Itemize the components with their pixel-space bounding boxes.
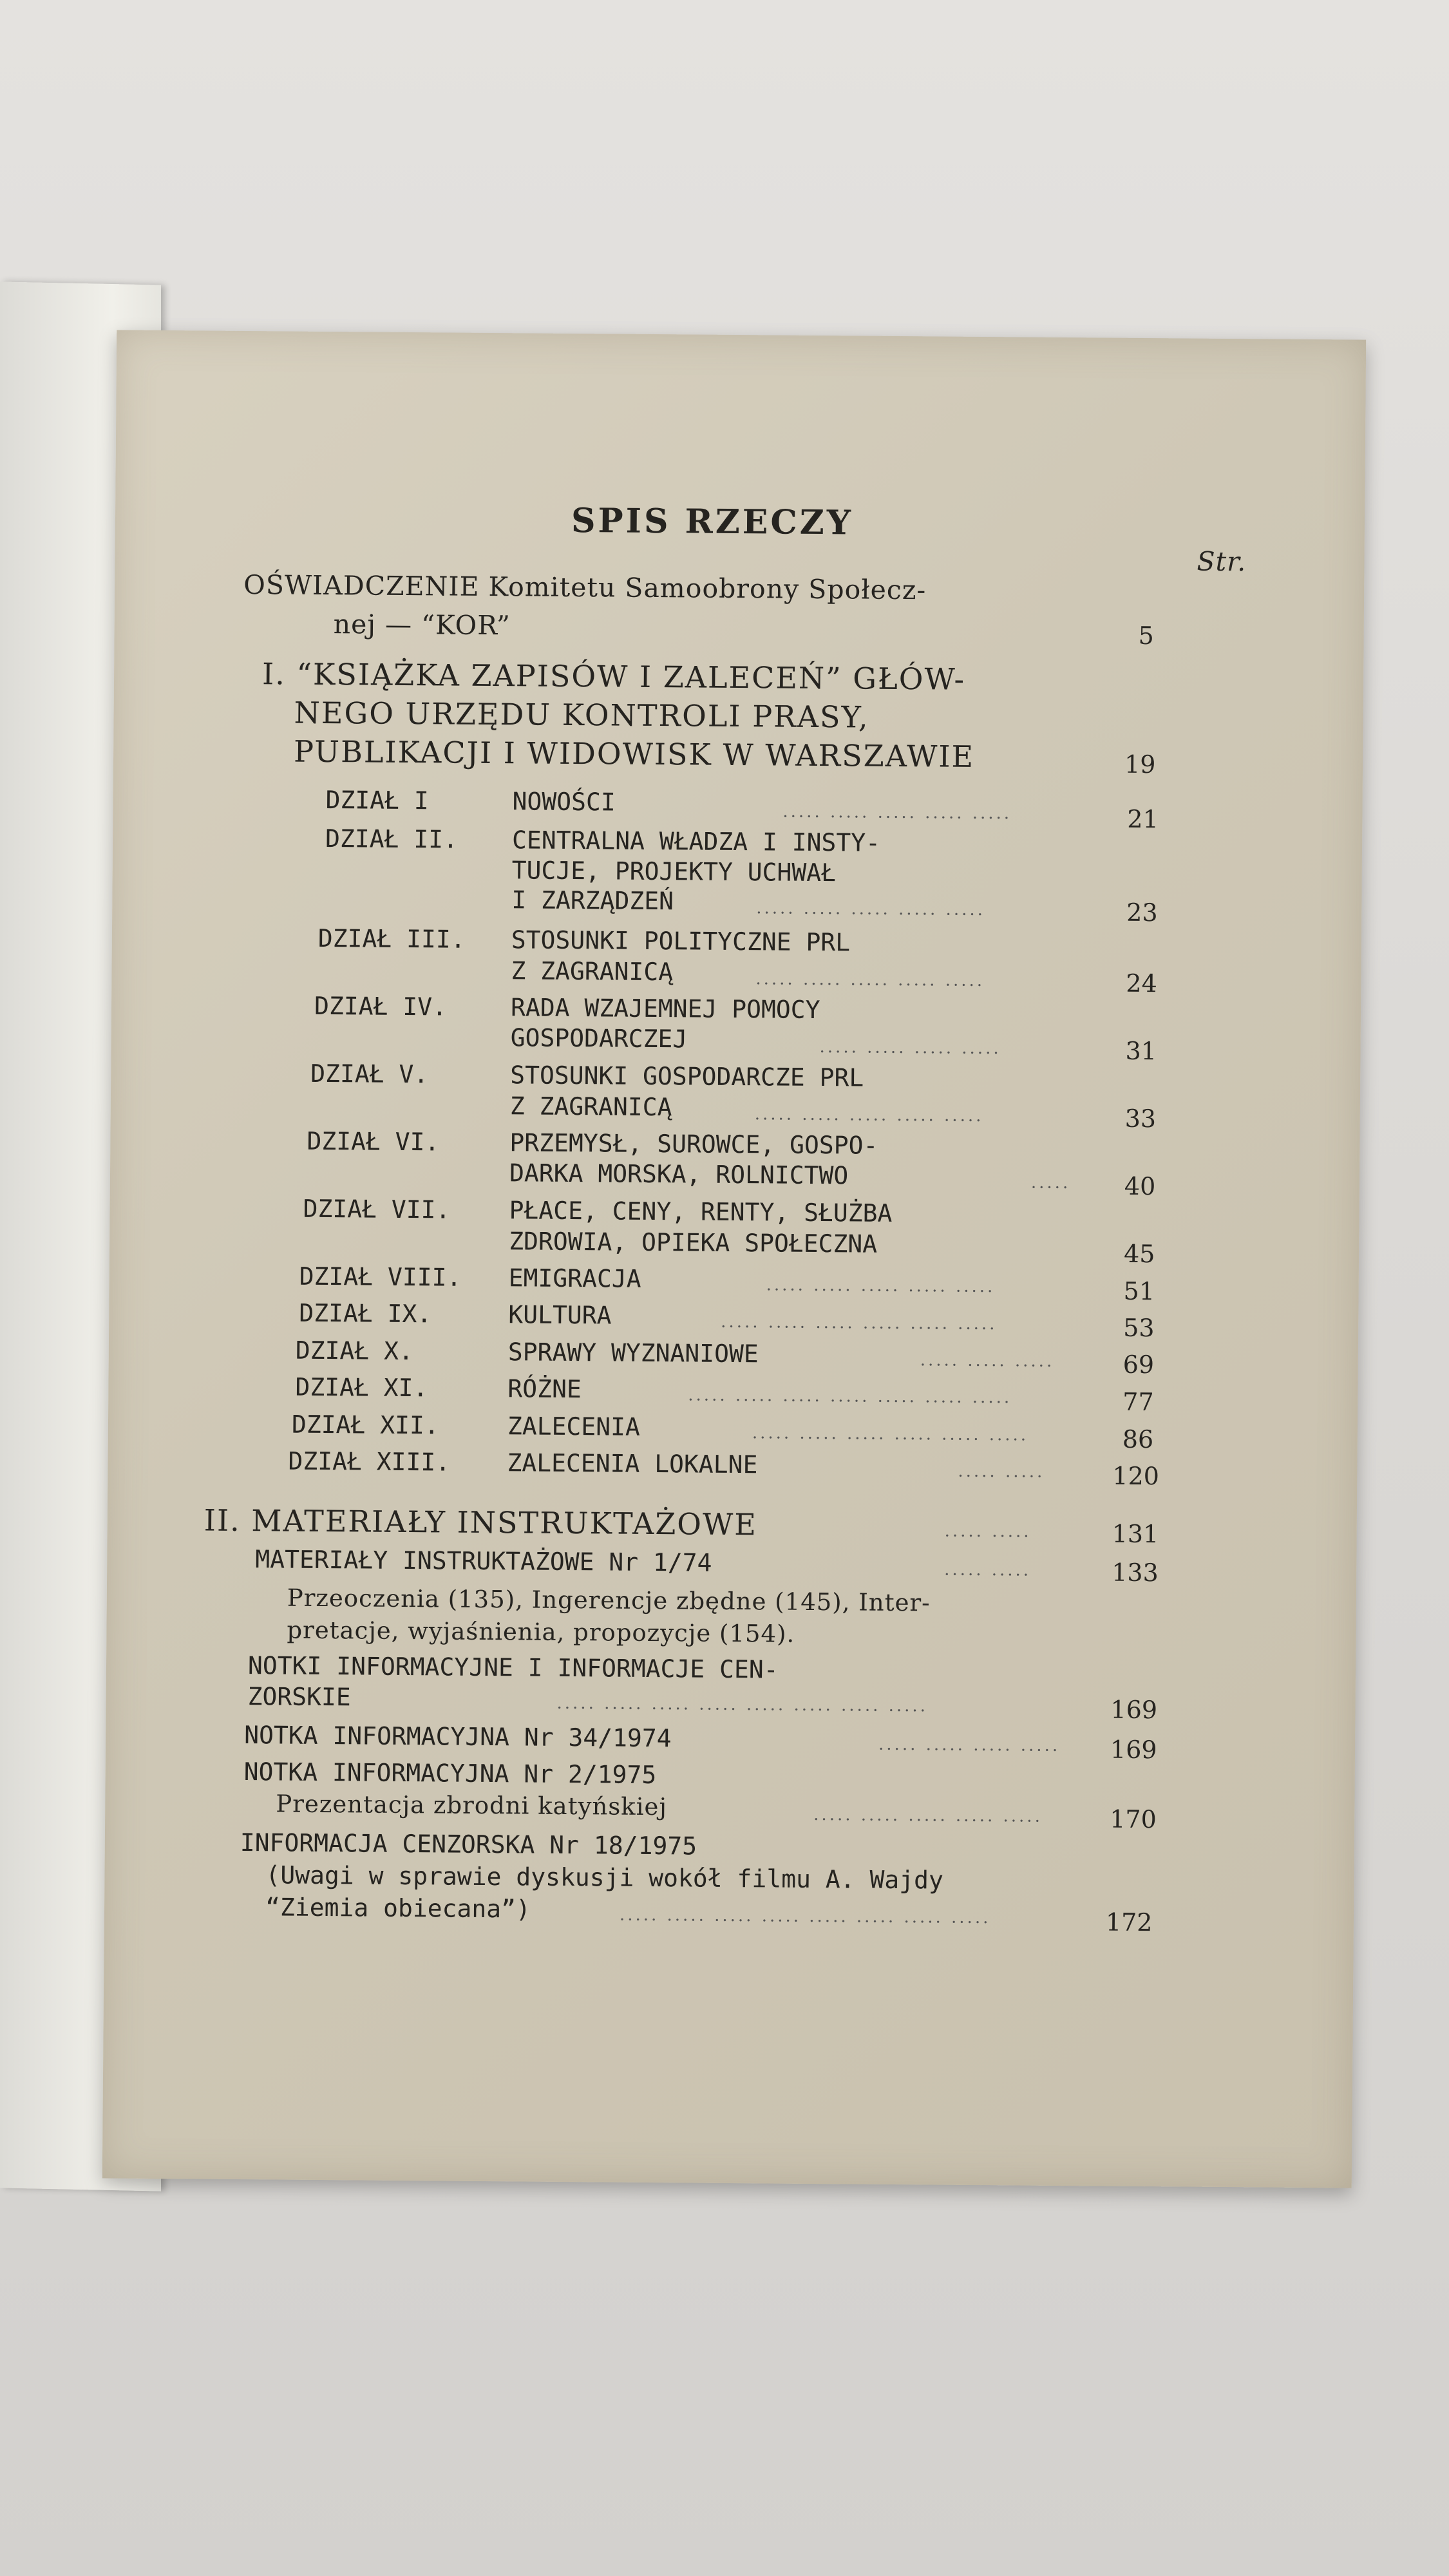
dot-leader: ..... ..... ..... [920, 1350, 1055, 1371]
page-number: 131 [1112, 1519, 1159, 1549]
dzial-label: DZIAŁ VIII. [299, 1262, 462, 1292]
dzial-title: RÓŻNE [507, 1374, 582, 1404]
toc-entry-oswiadczenie-cont: nej — “KOR” [333, 609, 511, 641]
page-number: 51 [1123, 1276, 1155, 1306]
dzial-label: DZIAŁ I [325, 785, 429, 815]
page-number: 120 [1112, 1461, 1160, 1491]
toc-entry-materialy: MATERIAŁY INSTRUKTAŻOWE Nr 1/74 [255, 1545, 712, 1577]
page-number: 19 [1124, 750, 1156, 779]
dzial-title: PRZEMYSŁ, SUROWCE, GOSPO- [509, 1128, 878, 1160]
dzial-label: DZIAŁ XII. [291, 1410, 439, 1440]
dzial-label: DZIAŁ X. [295, 1336, 414, 1366]
dot-leader: ..... ..... ..... ..... ..... ..... [752, 1423, 1029, 1445]
dot-leader: ..... ..... ..... ..... ..... [766, 1275, 996, 1297]
page-number: 170 [1110, 1804, 1157, 1834]
dzial-title: ZALECENIA [507, 1412, 641, 1441]
page-number: 45 [1123, 1239, 1155, 1269]
dot-leader: ..... ..... ..... ..... ..... [756, 898, 986, 920]
dot-leader: ..... ..... [944, 1560, 1032, 1580]
dot-leader: ..... ..... ..... ..... [878, 1734, 1061, 1756]
dzial-title: KULTURA [508, 1300, 612, 1330]
dzial-title-cont: TUCJE, PROJEKTY UCHWAŁ [511, 856, 837, 887]
toc-entry-notki-cont: ZORSKIE [247, 1682, 351, 1712]
dzial-label: DZIAŁ II. [325, 824, 459, 854]
dot-leader: ..... ..... ..... ..... [819, 1037, 1001, 1059]
toc-subentry: “Ziemia obiecana”) [265, 1893, 531, 1924]
page-number: 169 [1110, 1735, 1157, 1765]
dzial-title: CENTRALNA WŁADZA I INSTY- [511, 826, 881, 857]
dot-leader: ..... ..... ..... ..... ..... [813, 1804, 1043, 1826]
dot-leader: ..... ..... ..... ..... ..... ..... ..... ..... [619, 1905, 991, 1928]
toc-part-1-cont: PUBLIKACJI I WIDOWISK W WARSZAWIE [293, 734, 975, 774]
dzial-title: STOSUNKI POLITYCZNE PRL [511, 925, 851, 957]
toc-entry-notki: NOTKI INFORMACYJNE I INFORMACJE CEN- [247, 1651, 779, 1684]
dot-leader: ..... ..... [944, 1521, 1032, 1542]
dot-leader: ..... ..... ..... ..... ..... [782, 802, 1012, 824]
page-number: 53 [1123, 1313, 1155, 1343]
page-number: 172 [1105, 1908, 1153, 1937]
page-number: 33 [1124, 1104, 1157, 1133]
toc-entry-notka-2: NOTKA INFORMACYJNA Nr 2/1975 [243, 1757, 657, 1790]
dot-leader: ..... ..... [958, 1461, 1045, 1482]
page-number: 86 [1122, 1425, 1154, 1454]
toc-part-1: I. “KSIĄŻKA ZAPISÓW I ZALECEŃ” GŁÓW- [261, 656, 966, 697]
dzial-label: DZIAŁ V. [310, 1059, 429, 1089]
toc-subentry: Przeoczenia (135), Ingerencje zbędne (145), Inter- [287, 1584, 931, 1617]
dot-leader: ..... ..... ..... ..... ..... ..... ..... ..... [556, 1693, 929, 1716]
toc-part-1-cont: NEGO URZĘDU KONTROLI PRASY, [294, 695, 869, 735]
dot-leader: ..... ..... ..... ..... ..... [755, 969, 985, 991]
dzial-title-cont: I ZARZĄDZEŃ [511, 886, 674, 916]
dzial-label: DZIAŁ IV. [314, 991, 448, 1021]
dzial-label: DZIAŁ IX. [299, 1298, 432, 1329]
page-number: 23 [1126, 898, 1158, 927]
dzial-label: DZIAŁ XIII. [288, 1446, 451, 1477]
dzial-title: RADA WZAJEMNEJ POMOCY [510, 993, 820, 1025]
page-number: 40 [1124, 1171, 1156, 1201]
toc-subentry: (Uwagi w sprawie dyskusji wokół filmu A. Wajdy [265, 1861, 943, 1895]
page-number: 169 [1110, 1695, 1158, 1725]
dzial-title: SPRAWY WYZNANIOWE [507, 1338, 759, 1368]
dzial-title-cont: GOSPODARCZEJ [510, 1023, 688, 1054]
page-number: 21 [1127, 804, 1159, 834]
page-number: 77 [1122, 1387, 1154, 1417]
dzial-title: ZALECENIA LOKALNE [507, 1448, 758, 1479]
dot-leader: ..... ..... ..... ..... ..... [754, 1104, 984, 1126]
dzial-title-cont: Z ZAGRANICĄ [511, 956, 674, 987]
page-number: 69 [1122, 1350, 1155, 1379]
page-number: 5 [1138, 621, 1154, 650]
toc-entry-oswiadczenie: OŚWIADCZENIE Komitetu Samoobrony Społecz- [243, 569, 927, 606]
dzial-label: DZIAŁ VI. [307, 1126, 440, 1157]
toc-subentry: Prezentacja zbrodni katyńskiej [276, 1790, 668, 1821]
toc-entry-notka-34: NOTKA INFORMACYJNA Nr 34/1974 [243, 1721, 672, 1753]
dot-leader: ..... [1030, 1173, 1071, 1193]
dzial-label: DZIAŁ VII. [303, 1194, 451, 1224]
dot-leader: ..... ..... ..... ..... ..... ..... [721, 1312, 998, 1334]
book-page [102, 330, 1366, 2188]
dzial-title-cont: DARKA MORSKA, ROLNICTWO [509, 1159, 849, 1190]
page-number: 31 [1125, 1036, 1157, 1066]
dzial-title: NOWOŚCI [512, 787, 616, 817]
dzial-label: DZIAŁ III. [317, 923, 466, 954]
dzial-label: DZIAŁ XI. [295, 1372, 428, 1403]
toc-part-2: II. MATERIAŁY INSTRUKTAŻOWE [204, 1502, 758, 1542]
page-column-label: Str. [1197, 545, 1247, 578]
dot-leader: ..... ..... ..... ..... ..... ..... ..... [688, 1385, 1012, 1408]
toc-entry-informacja-18: INFORMACJA CENZORSKA Nr 18/1975 [240, 1828, 697, 1861]
dzial-title: PŁACE, CENY, RENTY, SŁUŻBA [509, 1196, 893, 1227]
page-number: 133 [1112, 1558, 1159, 1587]
dzial-title: STOSUNKI GOSPODARCZE PRL [510, 1061, 864, 1092]
toc-title: SPIS RZECZY [571, 500, 854, 543]
dzial-title: EMIGRACJA [508, 1264, 641, 1293]
page-number: 24 [1126, 969, 1157, 998]
toc-subentry: pretacje, wyjaśnienia, propozycje (154). [287, 1616, 795, 1648]
dzial-title-cont: ZDROWIA, OPIEKA SPOŁECZNA [509, 1227, 878, 1258]
dzial-title-cont: Z ZAGRANICĄ [509, 1092, 672, 1122]
